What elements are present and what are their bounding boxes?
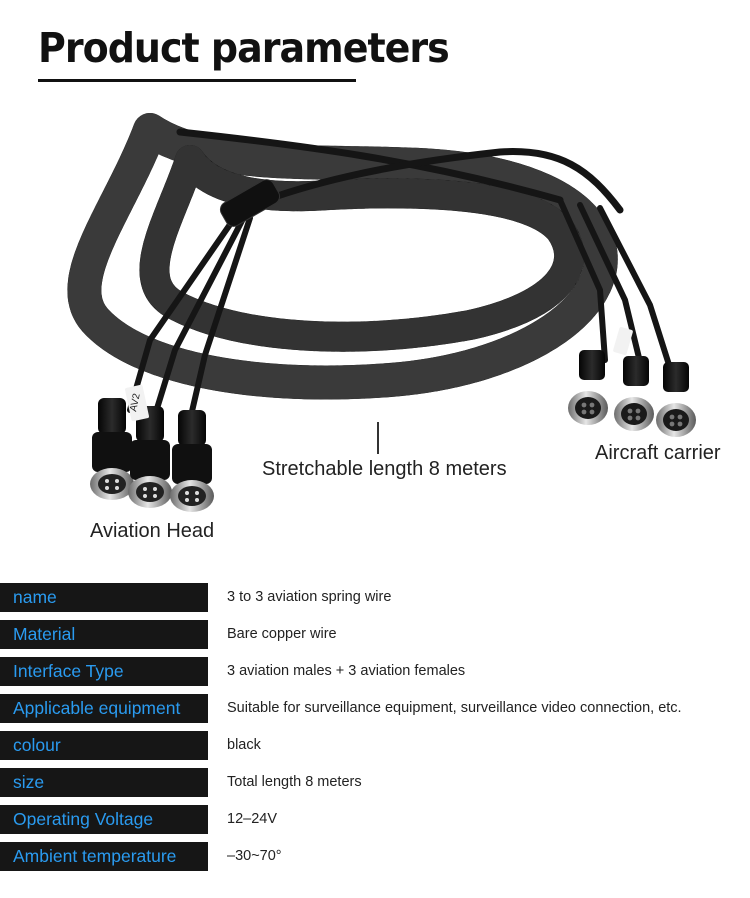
param-key: name [0,583,208,612]
page-title: Product parameters [38,24,449,72]
param-value: 12–24V [227,811,277,827]
param-value: 3 to 3 aviation spring wire [227,589,392,605]
param-value: Total length 8 meters [227,774,362,790]
param-row-applicable-equipment [0,692,750,729]
param-key: Interface Type [0,657,208,686]
param-key: size [0,768,208,797]
param-value: –30~70° [227,848,282,864]
param-value: 3 aviation males + 3 aviation females [227,663,466,679]
param-value: Bare copper wire [227,626,337,642]
parameters-table [0,581,750,877]
param-row-colour [0,729,750,766]
param-row-ambient-temperature [0,840,750,877]
param-value: black [227,737,261,753]
connector-tag: AV2 [128,392,143,413]
param-key: colour [0,731,208,760]
param-row-operating-voltage [0,803,750,840]
param-row-material [0,618,750,655]
aviation-head-label: Aviation Head [90,520,215,542]
param-row-size [0,766,750,803]
param-key: Ambient temperature [0,842,208,871]
length-leader-line [377,422,379,454]
param-row-name [0,581,750,618]
param-row-interface-type [0,655,750,692]
param-key: Material [0,620,208,649]
coiled-cable [84,130,600,383]
param-key: Operating Voltage [0,805,208,834]
female-connectors [568,327,696,437]
product-photo [0,90,750,560]
param-key: Applicable equipment [0,694,208,723]
title-underline [38,79,356,82]
param-value: Suitable for surveillance equipment, surveillance video connection, etc. [227,700,682,716]
aircraft-carrier-label: Aircraft carrier [595,442,721,464]
stretchable-length-label: Stretchable length 8 meters [262,458,507,480]
